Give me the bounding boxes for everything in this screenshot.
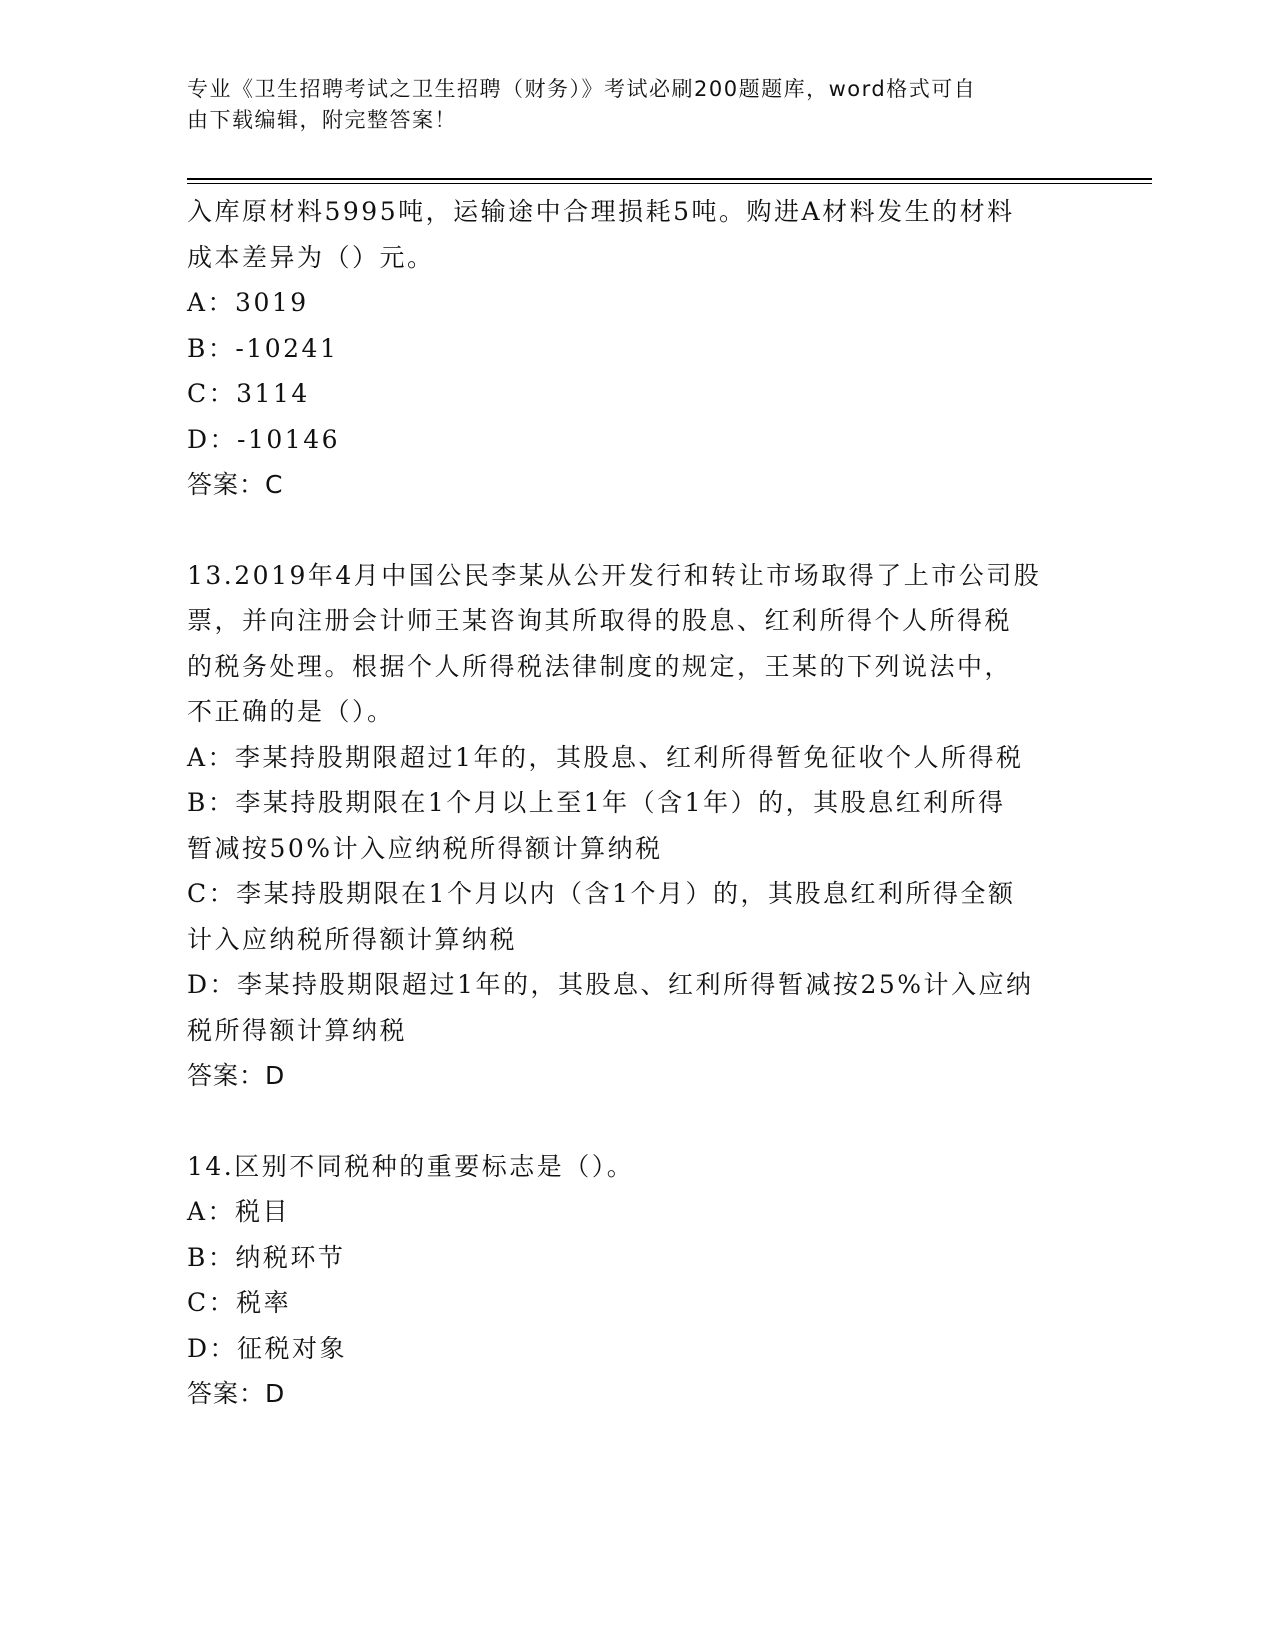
option-b: B：李某持股期限在1个月以上至1年（含1年）的，其股息红利所得 (187, 788, 1006, 817)
document-body (187, 189, 1087, 1417)
spacer (187, 508, 1087, 553)
option-d: D：征税对象 (187, 1333, 348, 1363)
option-c: C：李某持股期限在1个月以内（含1个月）的，其股息红利所得全额 (187, 879, 1016, 908)
question-stem-line: 14.区别不同税种的重要标志是（）。 (187, 1151, 635, 1181)
option-d-continued: 税所得额计算纳税 (187, 1015, 408, 1045)
option-c: C：税率 (187, 1288, 292, 1317)
answer-text: 答案：C (187, 470, 284, 499)
option-c: C：3114 (187, 379, 310, 408)
answer-text: 答案：D (187, 1379, 286, 1408)
question-stem-line: 票，并向注册会计师王某咨询其所取得的股息、红利所得个人所得税 (187, 606, 1013, 635)
option-d: D：-10146 (187, 424, 341, 454)
question-13 (187, 553, 1087, 1099)
spacer (187, 1099, 1087, 1144)
option-b: B：-10241 (187, 333, 339, 363)
question-14 (187, 1144, 1087, 1417)
option-c-continued: 计入应纳税所得额计算纳税 (187, 924, 518, 954)
option-a: A：税目 (187, 1197, 291, 1226)
option-a: A：3019 (187, 288, 309, 317)
header-line-2: 由下载编辑，附完整答案！ (187, 108, 457, 132)
option-d: D：李某持股期限超过1年的，其股息、红利所得暂减按25%计入应纳 (187, 970, 1034, 999)
question-stem-line: 13.2019年4月中国公民李某从公开发行和转让市场取得了上市公司股 (187, 560, 1042, 590)
question-stem-line: 的税务处理。根据个人所得税法律制度的规定，王某的下列说法中， (187, 651, 1013, 681)
header-divider-thick (187, 178, 1152, 180)
option-b-continued: 暂减按50%计入应纳税所得额计算纳税 (187, 833, 663, 863)
question-stem-line: 不正确的是（）。 (187, 697, 395, 726)
option-b: B：纳税环节 (187, 1242, 346, 1272)
question-stem-line: 入库原材料5995吨，运输途中合理损耗5吨。购进A材料发生的材料 (187, 197, 1015, 226)
option-a: A：李某持股期限超过1年的，其股息、红利所得暂免征收个人所得税 (187, 742, 1024, 772)
question-12 (187, 189, 1087, 508)
document-header (187, 74, 1077, 136)
header-line-1: 专业《卫生招聘考试之卫生招聘（财务）》考试必刷200题题库，word格式可自 (187, 77, 977, 101)
header-divider-thin (187, 183, 1152, 184)
question-stem-line: 成本差异为（）元。 (187, 242, 435, 272)
answer-text: 答案：D (187, 1061, 286, 1090)
